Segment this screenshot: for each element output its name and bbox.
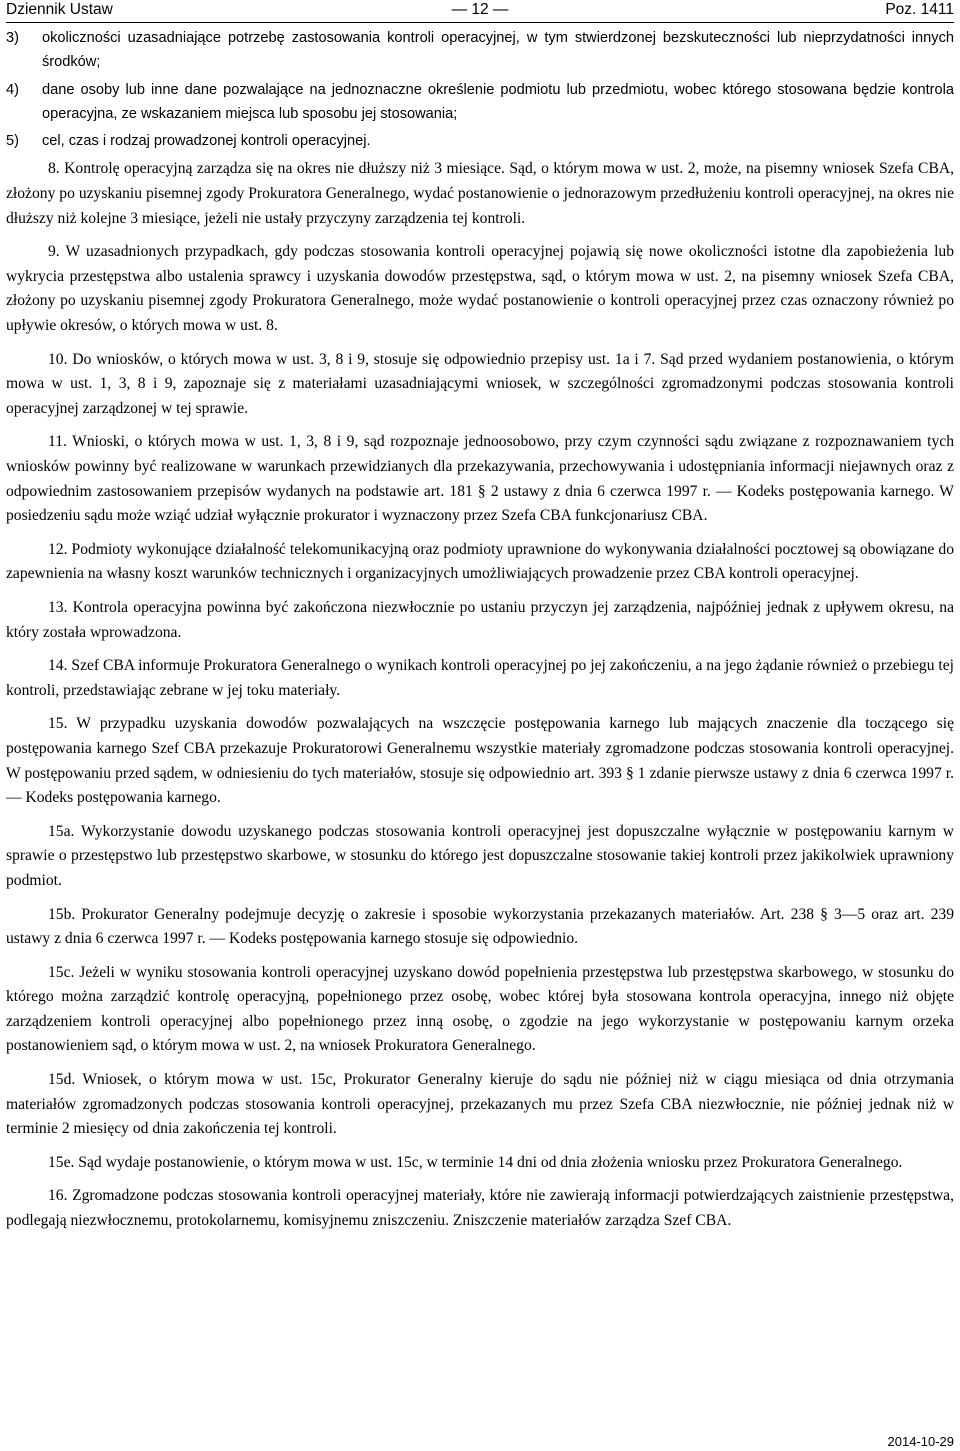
paragraph-15c: 15c. Jeżeli w wyniku stosowania kontroli operacyjnej uzyskano dowód popełnienia przestępstwa lub przestępstwa skarbowego, w stosunku do którego można zarządzić kontrolę operacyjną, popełnionego przez osobę, wobec której była stosowana kontrola operacyjna, innego niż objęte zarządzeniem kontroli operacyjnej albo popełnionego przez inną osobę, o zgodzie na jego wykorzystanie w postępowaniu karnym orzeka postanowieniem sąd, o którym mowa w ust. 2, na wniosek Prokuratora Generalnego.	[6, 963, 954, 1055]
paragraph-14: 14. Szef CBA informuje Prokuratora Generalnego o wynikach kontroli operacyjnej po jej zakończeniu, a na jego żądanie również o przebiegu tej kontroli, przedstawiając zebrane w jej toku materiały.	[6, 657, 954, 699]
paragraph-8: 8. Kontrolę operacyjną zarządza się na okres nie dłuższy niż 3 miesiące. Sąd, o którym mowa w ust. 2, może, na pisemny wniosek Szefa CBA, złożony po uzyskaniu pisemnej zgody Prokuratora Generalnego, wydać postanowienie o jednorazowym przedłużeniu kontroli operacyjnej, na okres nie dłuższy niż kolejne 3 miesiące, jeżeli nie ustały przyczyny zarządzenia tej kontroli.	[6, 160, 954, 227]
page-header	[6, 0, 954, 23]
list-item-text: okoliczności uzasadniające potrzebę zastosowania kontroli operacyjnej, w tym stwierdzonej bezskuteczności lub nieprzydatności innych środków;	[42, 30, 954, 71]
list-item-text: cel, czas i rodzaj prowadzonej kontroli operacyjnej.	[42, 133, 371, 150]
paragraph-15b: 15b. Prokurator Generalny podejmuje decyzję o zakresie i sposobie wykorzystania przekazanych materiałów. Art. 238 § 3—5 oraz art. 239 ustawy z dnia 6 czerwca 1997 r. — Kodeks postępowania karnego stosuje się odpowiednio.	[6, 905, 954, 948]
document-body	[6, 157, 954, 1233]
list-item	[6, 129, 954, 153]
list-item-number: 5)	[6, 133, 19, 150]
page-number: — 12 —	[451, 1, 509, 18]
footer-date: 2014-10-29	[887, 1434, 954, 1449]
paragraph-15: 15. W przypadku uzyskania dowodów pozwalających na wszczęcie postępowania karnego lub mających znaczenie dla toczącego się postępowania karnego Szef CBA przekazuje Prokuratorowi Generalnemu wszystkie materiały zgromadzone podczas stosowania kontroli operacyjnej. W postępowaniu przed sądem, w odniesieniu do tych materiałów, stosuje się odpowiednio art. 393 § 1 zdanie pierwsze ustawy z dnia 6 czerwca 1997 r. — Kodeks postępowania karnego.	[6, 715, 954, 807]
paragraph-13: 13. Kontrola operacyjna powinna być zakończona niezwłocznie po ustaniu przyczyn jej zarządzenia, najpóźniej jednak z upływem okresu, na który została wprowadzona.	[6, 598, 954, 641]
paragraph-10: 10. Do wniosków, o których mowa w ust. 3, 8 i 9, stosuje się odpowiednio przepisy ust. 1a i 7. Sąd przed wydaniem postanowienia, o którym mowa w ust. 1, 3, 8 i 9, zapoznaje się z materiałami uzasadniającymi wniosek, w szczególności zgromadzonymi podczas stosowania kontroli operacyjnej zarządzonej w tej sprawie.	[6, 350, 954, 417]
paragraph-12: 12. Podmioty wykonujące działalność telekomunikacyjną oraz podmioty uprawnione do wykonywania działalności pocztowej są obowiązane do zapewnienia na własny koszt warunków technicznych i organizacyjnych umożliwiających prowadzenie przez CBA kontroli operacyjnej.	[6, 540, 954, 583]
list-item-text: dane osoby lub inne dane pozwalające na jednoznaczne określenie podmiotu lub przedmiotu, wobec którego stosowana będzie kontrola operacyjna, ze wskazaniem miejsca lub sposobu jej stosowania;	[42, 81, 954, 122]
list-item	[6, 78, 954, 127]
list-item-number: 4)	[6, 81, 19, 98]
paragraph-11: 11. Wnioski, o których mowa w ust. 1, 3, 8 i 9, sąd rozpoznaje jednoosobowo, przy czym czynności sądu związane z rozpoznawaniem tych wniosków powinny być realizowane w warunkach przewidzianych dla przekazywania, przechowywania i udostępniania informacji niejawnych oraz z odpowiednim zastosowaniem przepisów wydanych na podstawie art. 181 § 2 ustawy z dnia 6 czerwca 1997 r. — Kodeks postępowania karnego. W posiedzeniu sądu może wziąć udział wyłącznie prokurator i wyznaczony przez Szefa CBA funkcjonariusz CBA.	[6, 433, 954, 525]
journal-title: Dziennik Ustaw	[6, 1, 113, 18]
paragraph-15e: 15e. Sąd wydaje postanowienie, o którym mowa w ust. 15c, w terminie 14 dni od dnia złożenia wniosku przez Prokuratora Generalnego.	[48, 1153, 903, 1171]
paragraph-16: 16. Zgromadzone podczas stosowania kontroli operacyjnej materiały, które nie zawierają informacji potwierdzających zaistnienie przestępstwa, podlegają niezwłocznemu, protokolarnemu, komisyjnemu zniszczeniu. Zniszczenie materiałów zarządza Szef CBA.	[6, 1187, 954, 1230]
list-item-number: 3)	[6, 30, 19, 46]
list-item	[6, 26, 954, 75]
enumerated-list	[6, 26, 954, 153]
paragraph-15d: 15d. Wniosek, o którym mowa w ust. 15c, Prokurator Generalny kieruje do sądu nie później niż w ciągu miesiąca od dnia otrzymania materiałów zgromadzonych podczas stosowania kontroli operacyjnej, przekazanych mu przez Szefa CBA niezwłocznie, nie później jednak niż w terminie 2 miesięcy od dnia zakończenia tej kontroli.	[6, 1071, 954, 1138]
position-number: Poz. 1411	[885, 1, 954, 18]
paragraph-9: 9. W uzasadnionych przypadkach, gdy podczas stosowania kontroli operacyjnej pojawią się nowe okoliczności istotne dla zapobieżenia lub wykrycia przestępstwa albo ustalenia sprawcy i uzyskania dowodów przestępstwa, sąd, o którym mowa w ust. 2, na pisemny wniosek Szefa CBA, złożony po uzyskaniu pisemnej zgody Prokuratora Generalnego, może wydać postanowienie o kontroli operacyjnej przez czas oznaczony również po upływie okresów, o których mowa w ust. 8.	[6, 243, 954, 335]
paragraph-15a: 15a. Wykorzystanie dowodu uzyskanego podczas stosowania kontroli operacyjnej jest dopuszczalne wyłącznie w postępowaniu karnym w sprawie o przestępstwo lub przestępstwo skarbowe, w stosunku do którego jest dopuszczalne stosowanie takiej kontroli przez jakikolwiek uprawniony podmiot.	[6, 822, 954, 889]
